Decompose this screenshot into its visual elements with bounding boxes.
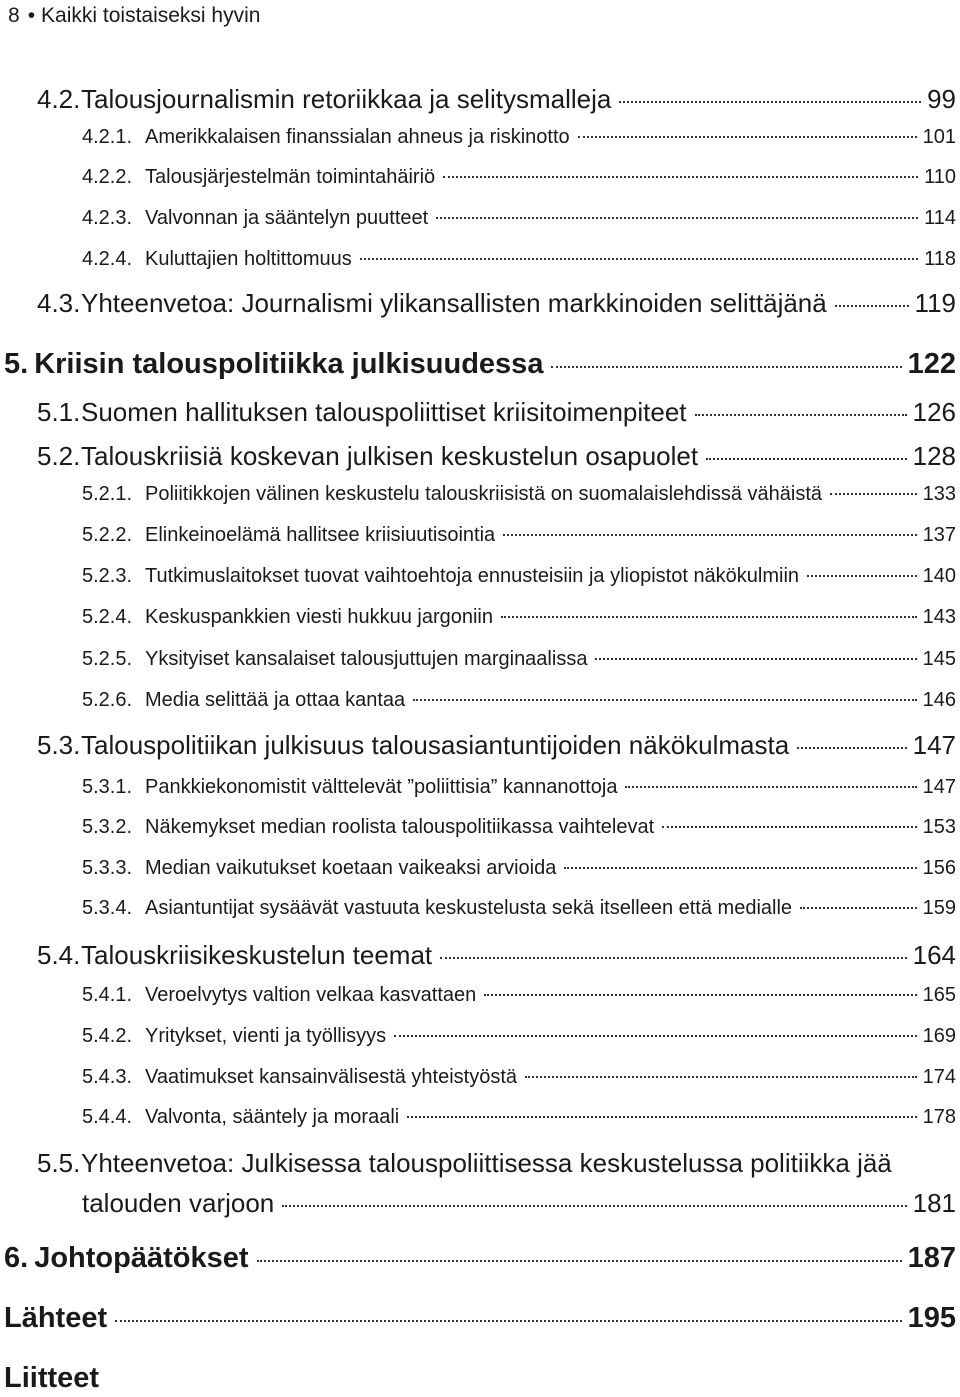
page-number: 8 bbox=[8, 4, 20, 27]
toc-entry-page: 165 bbox=[922, 984, 956, 1006]
dot-leader bbox=[578, 136, 917, 138]
toc-entry-number: 5. bbox=[4, 348, 29, 380]
toc-entry-title: Lähteet bbox=[4, 1302, 108, 1334]
toc-entry[interactable] bbox=[82, 483, 956, 506]
toc-entry[interactable] bbox=[4, 1242, 956, 1275]
running-title: Kaikki toistaiseksi hyvin bbox=[41, 4, 261, 27]
toc-entry[interactable] bbox=[82, 648, 956, 671]
toc-entry-number: 5.2.2. bbox=[82, 524, 133, 546]
dot-leader bbox=[503, 534, 916, 536]
dot-leader bbox=[797, 747, 906, 749]
toc-entry[interactable] bbox=[82, 776, 956, 799]
toc-entry-title: Talousjournalismin retoriikkaa ja selitysmalleja bbox=[81, 84, 612, 114]
toc-entry-number: 5.1. bbox=[37, 397, 81, 427]
toc-entry-title: Media selittää ja ottaa kantaa bbox=[145, 689, 406, 711]
dot-leader bbox=[807, 575, 917, 577]
toc-entry-page: 169 bbox=[922, 1025, 956, 1047]
toc-entry-title: Keskuspankkien viesti hukkuu jargoniin bbox=[145, 606, 493, 628]
toc-entry[interactable] bbox=[4, 1302, 956, 1335]
toc-entry[interactable] bbox=[37, 441, 956, 472]
toc-entry-title: Vaatimukset kansainvälisestä yhteistyöstä bbox=[145, 1066, 518, 1088]
dot-leader bbox=[706, 458, 907, 460]
toc-entry-title: Valvonnan ja sääntelyn puutteet bbox=[145, 207, 429, 229]
toc-entry[interactable] bbox=[4, 1362, 956, 1395]
toc-entry[interactable] bbox=[82, 524, 956, 547]
toc-entry-number: 5.3.3. bbox=[82, 857, 133, 879]
dot-leader bbox=[525, 1076, 917, 1078]
toc-entry-title: Kuluttajien holtittomuus bbox=[145, 248, 352, 270]
toc-entry-number: 4.2.3. bbox=[82, 207, 133, 229]
toc-entry[interactable] bbox=[37, 288, 956, 319]
toc-entry-page: 187 bbox=[907, 1242, 956, 1274]
dot-leader bbox=[394, 1035, 916, 1037]
dot-leader bbox=[800, 907, 917, 909]
toc-entry-title: Elinkeinoelämä hallitsee kriisiuutisointia bbox=[145, 524, 496, 546]
toc-entry-page: 156 bbox=[922, 857, 956, 879]
toc-entry-title: Veroelvytys valtion velkaa kasvattaen bbox=[145, 984, 477, 1006]
toc-entry-number: 5.3. bbox=[37, 730, 81, 760]
toc-entry[interactable] bbox=[37, 84, 956, 115]
toc-entry-number: 5.2.3. bbox=[82, 565, 133, 587]
toc-entry[interactable] bbox=[82, 897, 956, 920]
toc-entry[interactable] bbox=[82, 248, 956, 271]
dot-leader bbox=[407, 1116, 916, 1118]
toc-entry-number: 5.2.6. bbox=[82, 689, 133, 711]
toc-entry-page: 99 bbox=[927, 84, 956, 114]
toc-entry[interactable] bbox=[82, 857, 956, 880]
dot-leader bbox=[625, 786, 916, 788]
toc-entry-number: 5.3.4. bbox=[82, 897, 133, 919]
toc-entry-page: 110 bbox=[924, 166, 956, 188]
running-header bbox=[8, 2, 260, 30]
bullet: • bbox=[27, 4, 36, 27]
dot-leader bbox=[443, 176, 918, 178]
toc-entry[interactable] bbox=[37, 730, 956, 761]
toc-entry[interactable] bbox=[82, 565, 956, 588]
toc-entry-number: 4.2. bbox=[37, 84, 81, 114]
toc-entry-page: 147 bbox=[912, 730, 956, 760]
toc-entry-number: 4.2.4. bbox=[82, 248, 133, 270]
toc-entry-title: Pankkiekonomistit välttelevät ”poliittisia” kannanottoja bbox=[145, 776, 618, 798]
toc-entry-title: Talouspolitiikan julkisuus talousasiantuntijoiden näkökulmasta bbox=[81, 730, 790, 760]
toc-entry[interactable] bbox=[82, 606, 956, 629]
toc-entry-number: 6. bbox=[4, 1242, 29, 1274]
toc-entry-title-cont: talouden varjoon bbox=[82, 1188, 275, 1218]
toc-entry[interactable] bbox=[82, 1025, 956, 1048]
toc-entry-continuation[interactable] bbox=[82, 1188, 956, 1219]
toc-entry[interactable] bbox=[82, 207, 956, 230]
dot-leader bbox=[551, 366, 901, 368]
dot-leader bbox=[484, 994, 916, 996]
toc-entry[interactable] bbox=[82, 689, 956, 712]
toc-entry-number: 5.4. bbox=[37, 940, 81, 970]
toc-entry-page: 119 bbox=[914, 288, 956, 318]
toc-entry-title: Yksityiset kansalaiset talousjuttujen marginaalissa bbox=[145, 648, 588, 670]
toc-entry-title: Median vaikutukset koetaan vaikeaksi arvioida bbox=[145, 857, 557, 879]
toc-entry-number: 5.3.1. bbox=[82, 776, 133, 798]
toc-entry-title: Valvonta, sääntely ja moraali bbox=[145, 1106, 400, 1128]
toc-entry-title: Asiantuntijat sysäävät vastuuta keskustelusta sekä itselleen että medialle bbox=[145, 897, 793, 919]
toc-entry-number: 5.2.5. bbox=[82, 648, 133, 670]
dot-leader bbox=[440, 957, 906, 959]
dot-leader bbox=[257, 1260, 902, 1262]
toc-entry-number: 5.4.1. bbox=[82, 984, 133, 1006]
toc-entry[interactable] bbox=[37, 397, 956, 428]
toc-entry-number: 5.2. bbox=[37, 441, 81, 471]
dot-leader bbox=[619, 101, 921, 103]
toc-entry-page: 137 bbox=[922, 524, 956, 546]
toc-entry[interactable] bbox=[82, 166, 956, 189]
toc-entry-number: 4.2.1. bbox=[82, 126, 133, 148]
toc-entry-number: 5.4.2. bbox=[82, 1025, 133, 1047]
toc-entry-page: 101 bbox=[922, 126, 956, 148]
toc-entry-page: 118 bbox=[924, 248, 956, 270]
toc-entry-page: 143 bbox=[922, 606, 956, 628]
toc-entry-page: 195 bbox=[907, 1302, 956, 1334]
toc-entry-number: 4.2.2. bbox=[82, 166, 133, 188]
toc-entry-page: 174 bbox=[922, 1066, 956, 1088]
toc-entry-page: 133 bbox=[922, 483, 956, 505]
toc-entry-page: 146 bbox=[922, 689, 956, 711]
dot-leader bbox=[282, 1205, 906, 1207]
toc-entry-page: 140 bbox=[922, 565, 956, 587]
toc-entry-title: Suomen hallituksen talouspoliittiset kriisitoimenpiteet bbox=[81, 397, 687, 427]
toc-entry-title: Johtopäätökset bbox=[34, 1242, 249, 1274]
toc-entry-number: 5.4.3. bbox=[82, 1066, 133, 1088]
toc-entry[interactable] bbox=[82, 816, 956, 839]
toc-entry-title: Yhteenvetoa: Julkisessa talouspoliittisessa keskustelussa politiikka jää bbox=[81, 1148, 892, 1178]
toc-entry-page: 178 bbox=[922, 1106, 956, 1128]
dot-leader bbox=[501, 616, 917, 618]
toc-entry-number: 5.2.4. bbox=[82, 606, 133, 628]
toc-entry-page: 145 bbox=[922, 648, 956, 670]
toc-entry-title: Amerikkalaisen finanssialan ahneus ja riskinotto bbox=[145, 126, 570, 148]
dot-leader bbox=[595, 658, 916, 660]
toc-entry-page: 122 bbox=[907, 348, 956, 380]
toc-entry[interactable] bbox=[37, 940, 956, 971]
toc-entry-page: 164 bbox=[912, 940, 956, 970]
toc-entry-title: Liitteet bbox=[4, 1362, 100, 1394]
toc-entry-title: Talousjärjestelmän toimintahäiriö bbox=[145, 166, 436, 188]
dot-leader bbox=[413, 699, 916, 701]
toc-entry-title: Tutkimuslaitokset tuovat vaihtoehtoja ennusteisiin ja yliopistot näkökulmiin bbox=[145, 565, 800, 587]
toc-entry-title: Poliitikkojen välinen keskustelu talouskriisistä on suomalaislehdissä vähäistä bbox=[145, 483, 823, 505]
toc-entry-page: 181 bbox=[912, 1188, 956, 1218]
dot-leader bbox=[115, 1320, 901, 1322]
toc-entry[interactable] bbox=[82, 1066, 956, 1089]
toc-entry-page: 153 bbox=[922, 816, 956, 838]
dot-leader bbox=[360, 258, 918, 260]
toc-entry-title: Talouskriisikeskustelun teemat bbox=[81, 940, 433, 970]
dot-leader bbox=[830, 493, 917, 495]
toc-entry-number: 5.4.4. bbox=[82, 1106, 133, 1128]
toc-entry-number: 5.3.2. bbox=[82, 816, 133, 838]
toc-entry-title: Yritykset, vienti ja työllisyys bbox=[145, 1025, 387, 1047]
dot-leader bbox=[662, 826, 916, 828]
toc-entry-page: 147 bbox=[922, 776, 956, 798]
toc-entry[interactable] bbox=[82, 1106, 956, 1129]
toc-entry-page: 114 bbox=[924, 207, 956, 229]
toc-entry-title: Talouskriisiä koskevan julkisen keskustelun osapuolet bbox=[81, 441, 699, 471]
toc-entry-title: Yhteenvetoa: Journalismi ylikansallisten markkinoiden selittäjänä bbox=[81, 288, 827, 318]
toc-entry[interactable] bbox=[82, 126, 956, 149]
toc-entry-number: 5.5. bbox=[37, 1148, 81, 1178]
toc-entry[interactable] bbox=[82, 984, 956, 1007]
toc-entry-number: 5.2.1. bbox=[82, 483, 133, 505]
toc-entry-page: 126 bbox=[912, 397, 956, 427]
dot-leader bbox=[835, 305, 909, 307]
dot-leader bbox=[695, 414, 907, 416]
toc-entry[interactable] bbox=[37, 1148, 956, 1179]
toc-entry-title: Näkemykset median roolista talouspolitiikassa vaihtelevat bbox=[145, 816, 655, 838]
toc-entry-page: 128 bbox=[912, 441, 956, 471]
toc-entry-title: Kriisin talouspolitiikka julkisuudessa bbox=[34, 348, 544, 380]
toc-entry-page: 159 bbox=[922, 897, 956, 919]
toc-entry[interactable] bbox=[4, 348, 956, 381]
dot-leader bbox=[564, 867, 916, 869]
toc-entry-number: 4.3. bbox=[37, 288, 81, 318]
dot-leader bbox=[436, 217, 918, 219]
